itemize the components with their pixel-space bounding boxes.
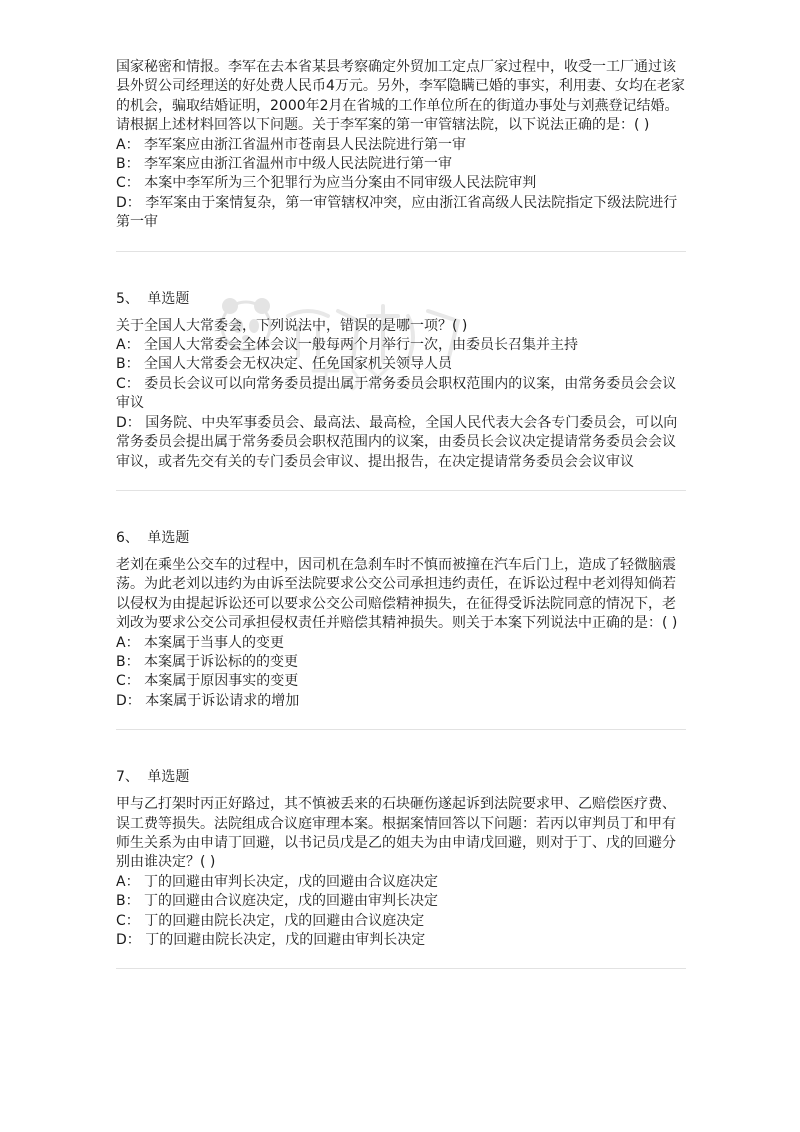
option-a: A： 李军案应由浙江省温州市苍南县人民法院进行第一审 bbox=[116, 136, 467, 153]
option-d: D： 李军案由于案情复杂，第一审管辖权冲突，应由浙江省高级人民法院指定下级法院进行第一审 bbox=[116, 194, 678, 231]
divider bbox=[116, 968, 686, 969]
option-c: C： 本案中李军所为三个犯罪行为应当分案由不同审级人民法院审判 bbox=[116, 175, 537, 192]
option-a: A： 本案属于当事人的变更 bbox=[116, 634, 285, 651]
option-d: D： 丁的回避由院长决定，戊的回避由审判长决定 bbox=[116, 932, 426, 948]
option-b: B： 本案属于诉讼标的的变更 bbox=[116, 653, 299, 670]
option-b: B： 丁的回避由合议庭决定，戊的回避由审判长决定 bbox=[116, 893, 439, 910]
question-7 bbox=[116, 768, 686, 950]
question-header bbox=[116, 529, 686, 548]
option-d: D： 本案属于诉讼请求的增加 bbox=[116, 692, 300, 709]
option-a: A： 全国人大常委会全体会议一般每两个月举行一次，由委员长召集并主持 bbox=[116, 337, 579, 354]
question-stem: 关于全国人大常委会，下列说法中，错误的是哪一项？( ) bbox=[116, 317, 468, 334]
question-header bbox=[116, 290, 686, 309]
question-header bbox=[116, 768, 686, 787]
option-b: B： 全国人大常委会无权决定、任免国家机关领导人员 bbox=[116, 356, 453, 373]
option-c: C： 丁的回避由院长决定，戊的回避由合议庭决定 bbox=[116, 912, 425, 929]
option-c: C： 本案属于原因事实的变更 bbox=[116, 673, 299, 690]
question-number: 7、 bbox=[116, 769, 139, 786]
question-6 bbox=[116, 529, 686, 711]
question-4-continuation bbox=[116, 58, 686, 233]
question-number: 6、 bbox=[116, 529, 139, 546]
option-d: D： 国务院、中央军事委员会、最高法、最高检，全国人民代表大会各专门委员会，可以向常务委员会提出属于常务委员会职权范围内的议案，由委员长会议决定提请常务委员会会议审议，或者先交有关的专门委员会审议、提出报告，在决定提请常务委员会会议审议 bbox=[116, 414, 678, 470]
question-stem: 国家秘密和情报。李军在去本省某县考察确定外贸加工定点厂家过程中，收受一工厂通过该县外贸公司经理送的好处费人民币4万元。另外，李军隐瞒已婚的事实，利用妻、女均在老家的机会，骗取结婚证明，2000年2月在省城的工作单位所在的街道办事处与刘燕登记结婚。请根据上述材料回答以下问题。关于李军案的第一审管辖法院，以下说法正确的是：( ) bbox=[116, 59, 685, 134]
page-content bbox=[116, 58, 686, 969]
option-c: C： 委员长会议可以向常务委员提出属于常务委员会职权范围内的议案，由常务委员会会议审议 bbox=[116, 375, 677, 412]
option-a: A： 丁的回避由审判长决定，戊的回避由合议庭决定 bbox=[116, 873, 439, 890]
question-type: 单选题 bbox=[147, 529, 190, 546]
question-stem: 甲与乙打架时丙正好路过，其不慎被丢来的石块砸伤遂起诉到法院要求甲、乙赔偿医疗费、误工费等损失。法院组成合议庭审理本案。根据案情回答以下问题：若丙以审判员丁和甲有师生关系为由申请丁回避，以书记员戊是乙的姐夫为由申请戊回避，则对于丁、戊的回避分别由谁决定？( ) bbox=[116, 796, 676, 871]
question-type: 单选题 bbox=[147, 290, 190, 307]
option-b: B： 李军案应由浙江省温州市中级人民法院进行第一审 bbox=[116, 156, 453, 173]
question-type: 单选题 bbox=[147, 769, 190, 786]
question-number: 5、 bbox=[116, 290, 139, 307]
question-5 bbox=[116, 290, 686, 472]
question-stem: 老刘在乘坐公交车的过程中，因司机在急刹车时不慎而被撞在汽车后门上，造成了轻微脑震荡。为此老刘以违约为由诉至法院要求公交公司承担违约责任，在诉讼过程中老刘得知倘若以侵权为由提起诉讼还可以要求公交公司赔偿精神损失，在征得受诉法院同意的情况下，老刘改为要求公交公司承担侵权责任并赔偿其精神损失。则关于本案下列说法中正确的是：( ) bbox=[116, 556, 678, 632]
